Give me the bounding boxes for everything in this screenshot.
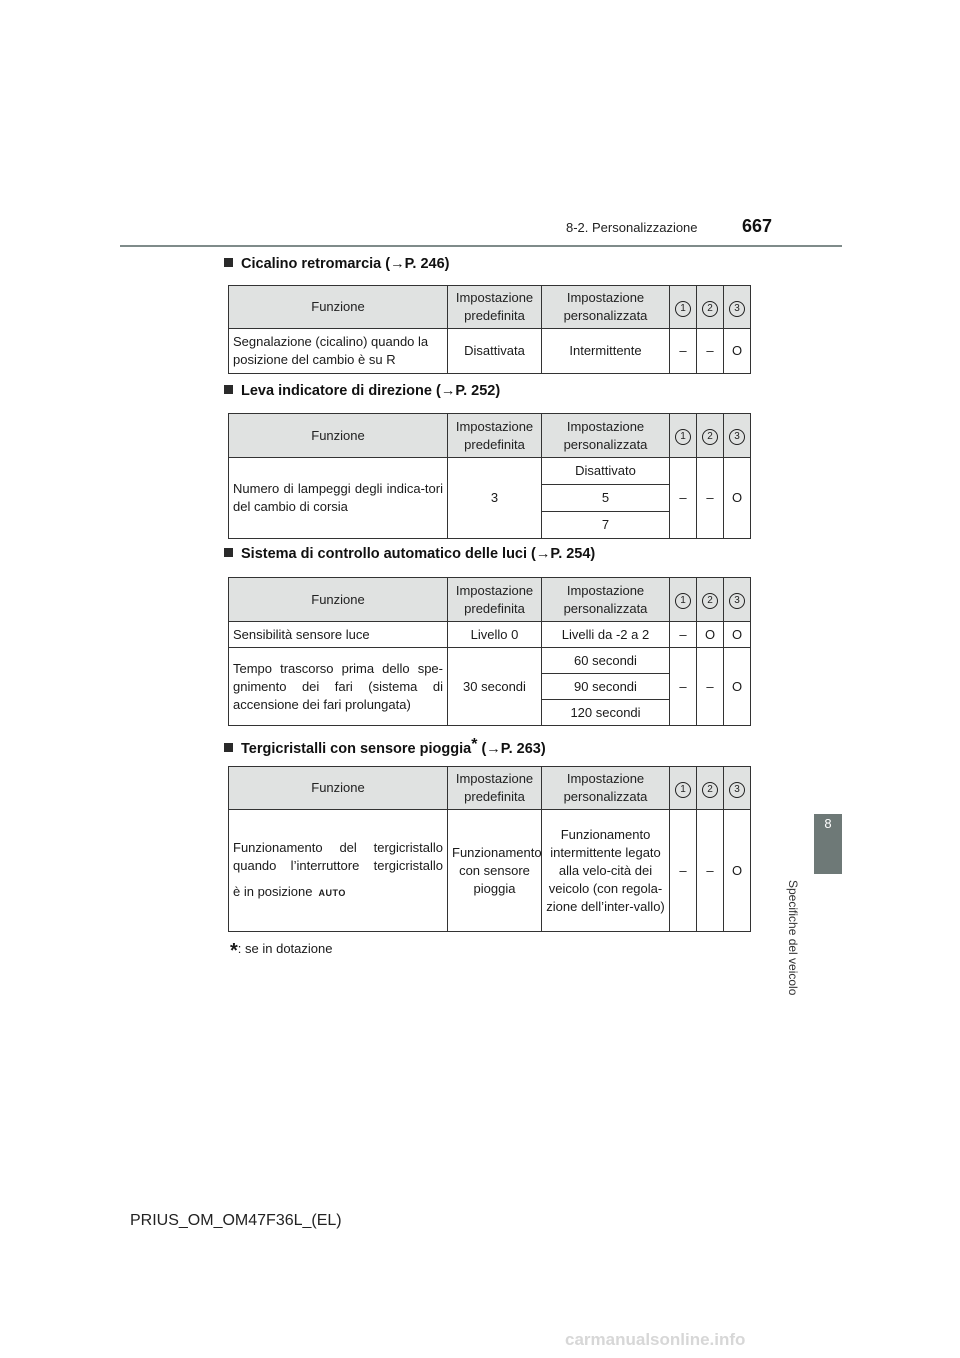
circled-2-icon: 2	[702, 593, 718, 609]
col-header-predefinita: Impostazione predefinita	[448, 578, 542, 622]
footnote	[230, 940, 332, 963]
cell-predefinita: Disattivata	[448, 329, 542, 374]
col-header-personalizzata: Impostazione personalizzata	[542, 286, 670, 329]
col-header-personalizzata: Impostazione personalizzata	[542, 767, 670, 810]
cell-personalizzata: Livelli da -2 a 2	[542, 622, 670, 648]
chapter-tab: 8	[814, 814, 842, 874]
col-header-personalizzata: Impostazione personalizzata	[542, 414, 670, 458]
circled-1-icon: 1	[675, 429, 691, 445]
cell-personalizzata: 120 secondi	[542, 700, 670, 726]
section-title: Sistema di controllo automatico delle luci (→P. 254)	[224, 546, 595, 562]
footnote-star-icon: *	[471, 736, 478, 753]
col-header-funzione: Funzione	[229, 414, 448, 458]
cell-c1: –	[670, 648, 697, 726]
circled-2-icon: 2	[702, 782, 718, 798]
footnote-star-icon: *	[230, 940, 238, 962]
cell-predefinita: 30 secondi	[448, 648, 542, 726]
cell-c1: –	[670, 810, 697, 932]
funzione-text-line2: è in posizione	[233, 884, 313, 899]
cell-funzione: Numero di lampeggi degli indica-tori del cambio di corsia	[229, 458, 448, 539]
col-header-funzione: Funzione	[229, 286, 448, 329]
page-number: 667	[742, 216, 773, 236]
bullet-square-icon	[224, 385, 233, 394]
cell-c2: –	[697, 329, 724, 374]
cell-c3: O	[724, 622, 751, 648]
col-header-funzione: Funzione	[229, 578, 448, 622]
spec-table	[228, 766, 751, 932]
bullet-square-icon	[224, 548, 233, 557]
bullet-square-icon	[224, 258, 233, 267]
circled-1-icon: 1	[675, 782, 691, 798]
circled-3-icon: 3	[729, 301, 745, 317]
cell-c3: O	[724, 458, 751, 539]
document-id: PRIUS_OM_OM47F36L_(EL)	[130, 1212, 342, 1229]
chapter-label: Specifiche del veicolo	[786, 880, 800, 996]
cell-funzione	[229, 810, 448, 932]
section-title: Tergicristalli con sensore pioggia* (→P. 263)	[224, 736, 546, 757]
circled-3-icon: 3	[729, 429, 745, 445]
table-row	[229, 458, 751, 485]
table-row	[229, 329, 751, 374]
cell-c1: –	[670, 622, 697, 648]
cell-personalizzata: 5	[542, 485, 670, 512]
cell-personalizzata: 60 secondi	[542, 648, 670, 674]
cell-predefinita: Funzionamento con sensore pioggia	[448, 810, 542, 932]
circled-2-icon: 2	[702, 301, 718, 317]
cell-c2: –	[697, 458, 724, 539]
funzione-text: Funzionamento del tergicristallo quando l’interruttore tergicristallo	[233, 840, 443, 873]
cell-c2: –	[697, 810, 724, 932]
table-row	[229, 622, 751, 648]
cell-c2: O	[697, 622, 724, 648]
circled-2-icon: 2	[702, 429, 718, 445]
cell-personalizzata: Disattivato	[542, 458, 670, 485]
col-header-predefinita: Impostazione predefinita	[448, 414, 542, 458]
cell-c3: O	[724, 648, 751, 726]
cell-personalizzata: 7	[542, 512, 670, 539]
cell-c1: –	[670, 458, 697, 539]
cell-predefinita: Livello 0	[448, 622, 542, 648]
header-rule	[120, 245, 842, 247]
cell-personalizzata: Intermittente	[542, 329, 670, 374]
col-header-funzione: Funzione	[229, 767, 448, 810]
cell-funzione: Sensibilità sensore luce	[229, 622, 448, 648]
cell-funzione: Segnalazione (cicalino) quando la posizione del cambio è su R	[229, 329, 448, 374]
table-row	[229, 810, 751, 932]
cell-predefinita: 3	[448, 458, 542, 539]
cell-c2: –	[697, 648, 724, 726]
cell-c3: O	[724, 810, 751, 932]
cell-funzione: Tempo trascorso prima dello spe-gnimento dei fari (sistema di accensione dei fari prolungata)	[229, 648, 448, 726]
cell-c1: –	[670, 329, 697, 374]
col-header-predefinita: Impostazione predefinita	[448, 767, 542, 810]
circled-1-icon: 1	[675, 593, 691, 609]
spec-table	[228, 285, 751, 374]
circled-3-icon: 3	[729, 593, 745, 609]
table-row	[229, 648, 751, 674]
cell-personalizzata: 90 secondi	[542, 674, 670, 700]
auto-wiper-icon: AUTO	[318, 888, 346, 898]
col-header-personalizzata: Impostazione personalizzata	[542, 578, 670, 622]
circled-3-icon: 3	[729, 782, 745, 798]
cell-personalizzata: Funzionamento intermittente legato alla velo-cità dei veicolo (con regola-zione dell’inter-vallo)	[542, 810, 670, 932]
section-header: 8-2. Personalizzazione	[566, 220, 698, 235]
col-header-predefinita: Impostazione predefinita	[448, 286, 542, 329]
bullet-square-icon	[224, 743, 233, 752]
spec-table	[228, 413, 751, 539]
section-title: Cicalino retromarcia (→P. 246)	[224, 256, 449, 272]
cell-c3: O	[724, 329, 751, 374]
watermark: carmanualsonline.info	[565, 1330, 746, 1349]
spec-table	[228, 577, 751, 726]
section-title: Leva indicatore di direzione (→P. 252)	[224, 383, 500, 399]
footnote-text: : se in dotazione	[237, 941, 333, 956]
circled-1-icon: 1	[675, 301, 691, 317]
